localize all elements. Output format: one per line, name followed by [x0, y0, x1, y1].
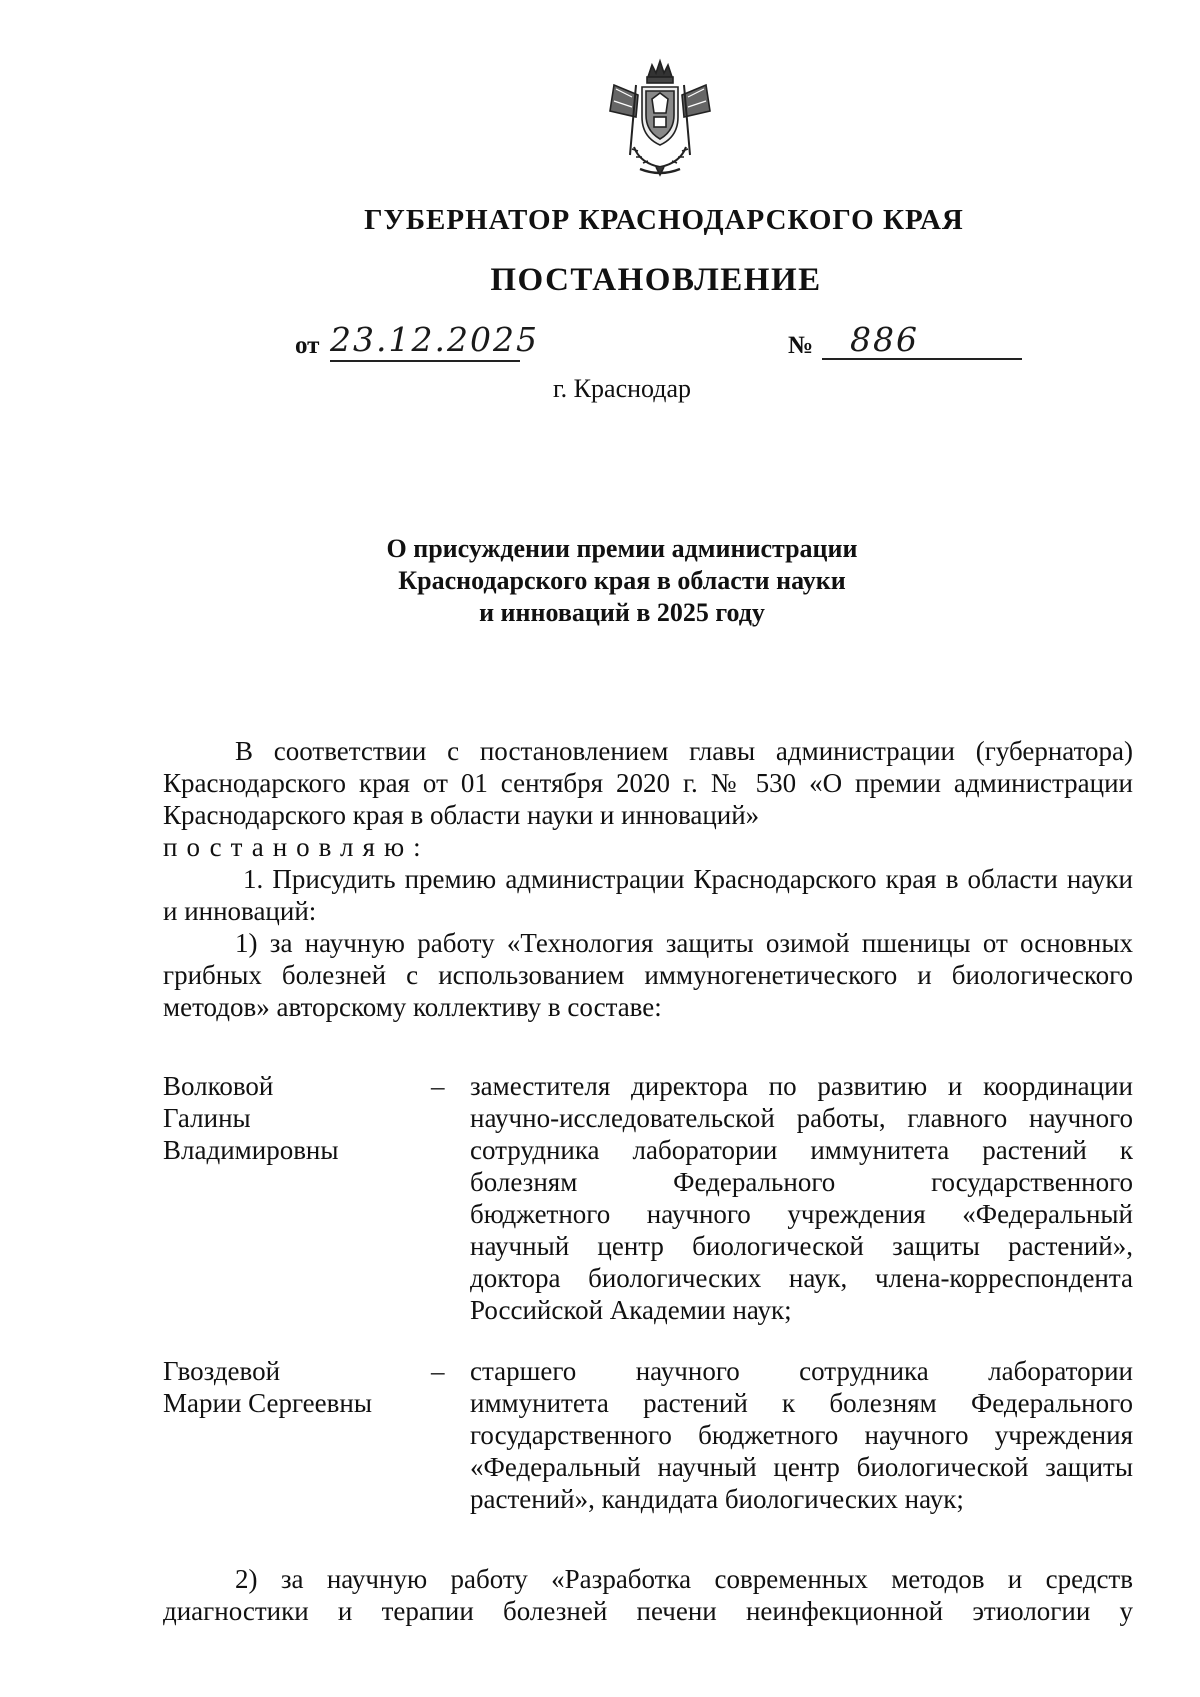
subject-line: и инноваций в 2025 году [479, 598, 765, 627]
preamble: В соответствии с постановлением главы администрации (губернатора) Краснодарского края от 01 сентября 2020 г. № 530 «О премии администрации Краснодарского края в области науки и инноваций» [163, 736, 1133, 830]
dash: – [431, 1356, 445, 1386]
item-2: 2) за научную работу «Разработка современных методов и средств диагностики и терапии болезней печени неинфекционной этиологии у [163, 1564, 1133, 1626]
item-1: 1. Присудить премию администрации Краснодарского края в области науки и инноваций: [163, 864, 1133, 926]
awardee-name: Гвоздевой Марии Сергеевны [163, 1356, 372, 1418]
document-subject [0, 533, 1200, 629]
awardee-description: заместителя директора по развитию и координации научно-исследовательской работы, главного научного сотрудника лаборатории иммунитета растений к болезням Федерального государственного бюджетного научного учреждения «Федеральный научный центр биологической защиты растений», доктора биологических наук, члена-корреспондента Российской Академии наук; [470, 1071, 1133, 1325]
subject-line: Краснодарского края в области науки [398, 566, 846, 595]
date-label: от [295, 332, 320, 359]
item-1-1: 1) за научную работу «Технология защиты озимой пшеницы от основных грибных болезней с использованием иммуногенетического и биологического методов» авторскому коллективу в составе: [163, 928, 1133, 1022]
decree-word: постановляю: [163, 832, 430, 862]
awardee-description: старшего научного сотрудника лаборатории иммунитета растений к болезням Федерального государственного бюджетного научного учреждения «Федеральный научный центр биологической защиты растений», кандидата биологических наук; [470, 1356, 1133, 1514]
document-type: ПОСТАНОВЛЕНИЕ [490, 262, 822, 298]
issuing-authority: ГУБЕРНАТОР КРАСНОДАРСКОГО КРАЯ [364, 204, 964, 236]
document-number: 886 [822, 322, 1022, 360]
preamble-block [163, 735, 1133, 1023]
awardee-2 [163, 1355, 1133, 1525]
document-date: 23.12.2025 [330, 322, 520, 362]
city: г. Краснодар [552, 374, 692, 403]
dash: – [431, 1071, 445, 1101]
number-label: № [788, 332, 814, 359]
krasnodar-krai-coat-of-arms-icon [600, 55, 720, 180]
date-number-row [0, 322, 1200, 372]
item-2-block [163, 1563, 1133, 1627]
awardee-1 [163, 1070, 1133, 1330]
awardee-name: Волковой Галины Владимировны [163, 1071, 339, 1165]
subject-line: О присуждении премии администрации [386, 534, 858, 563]
